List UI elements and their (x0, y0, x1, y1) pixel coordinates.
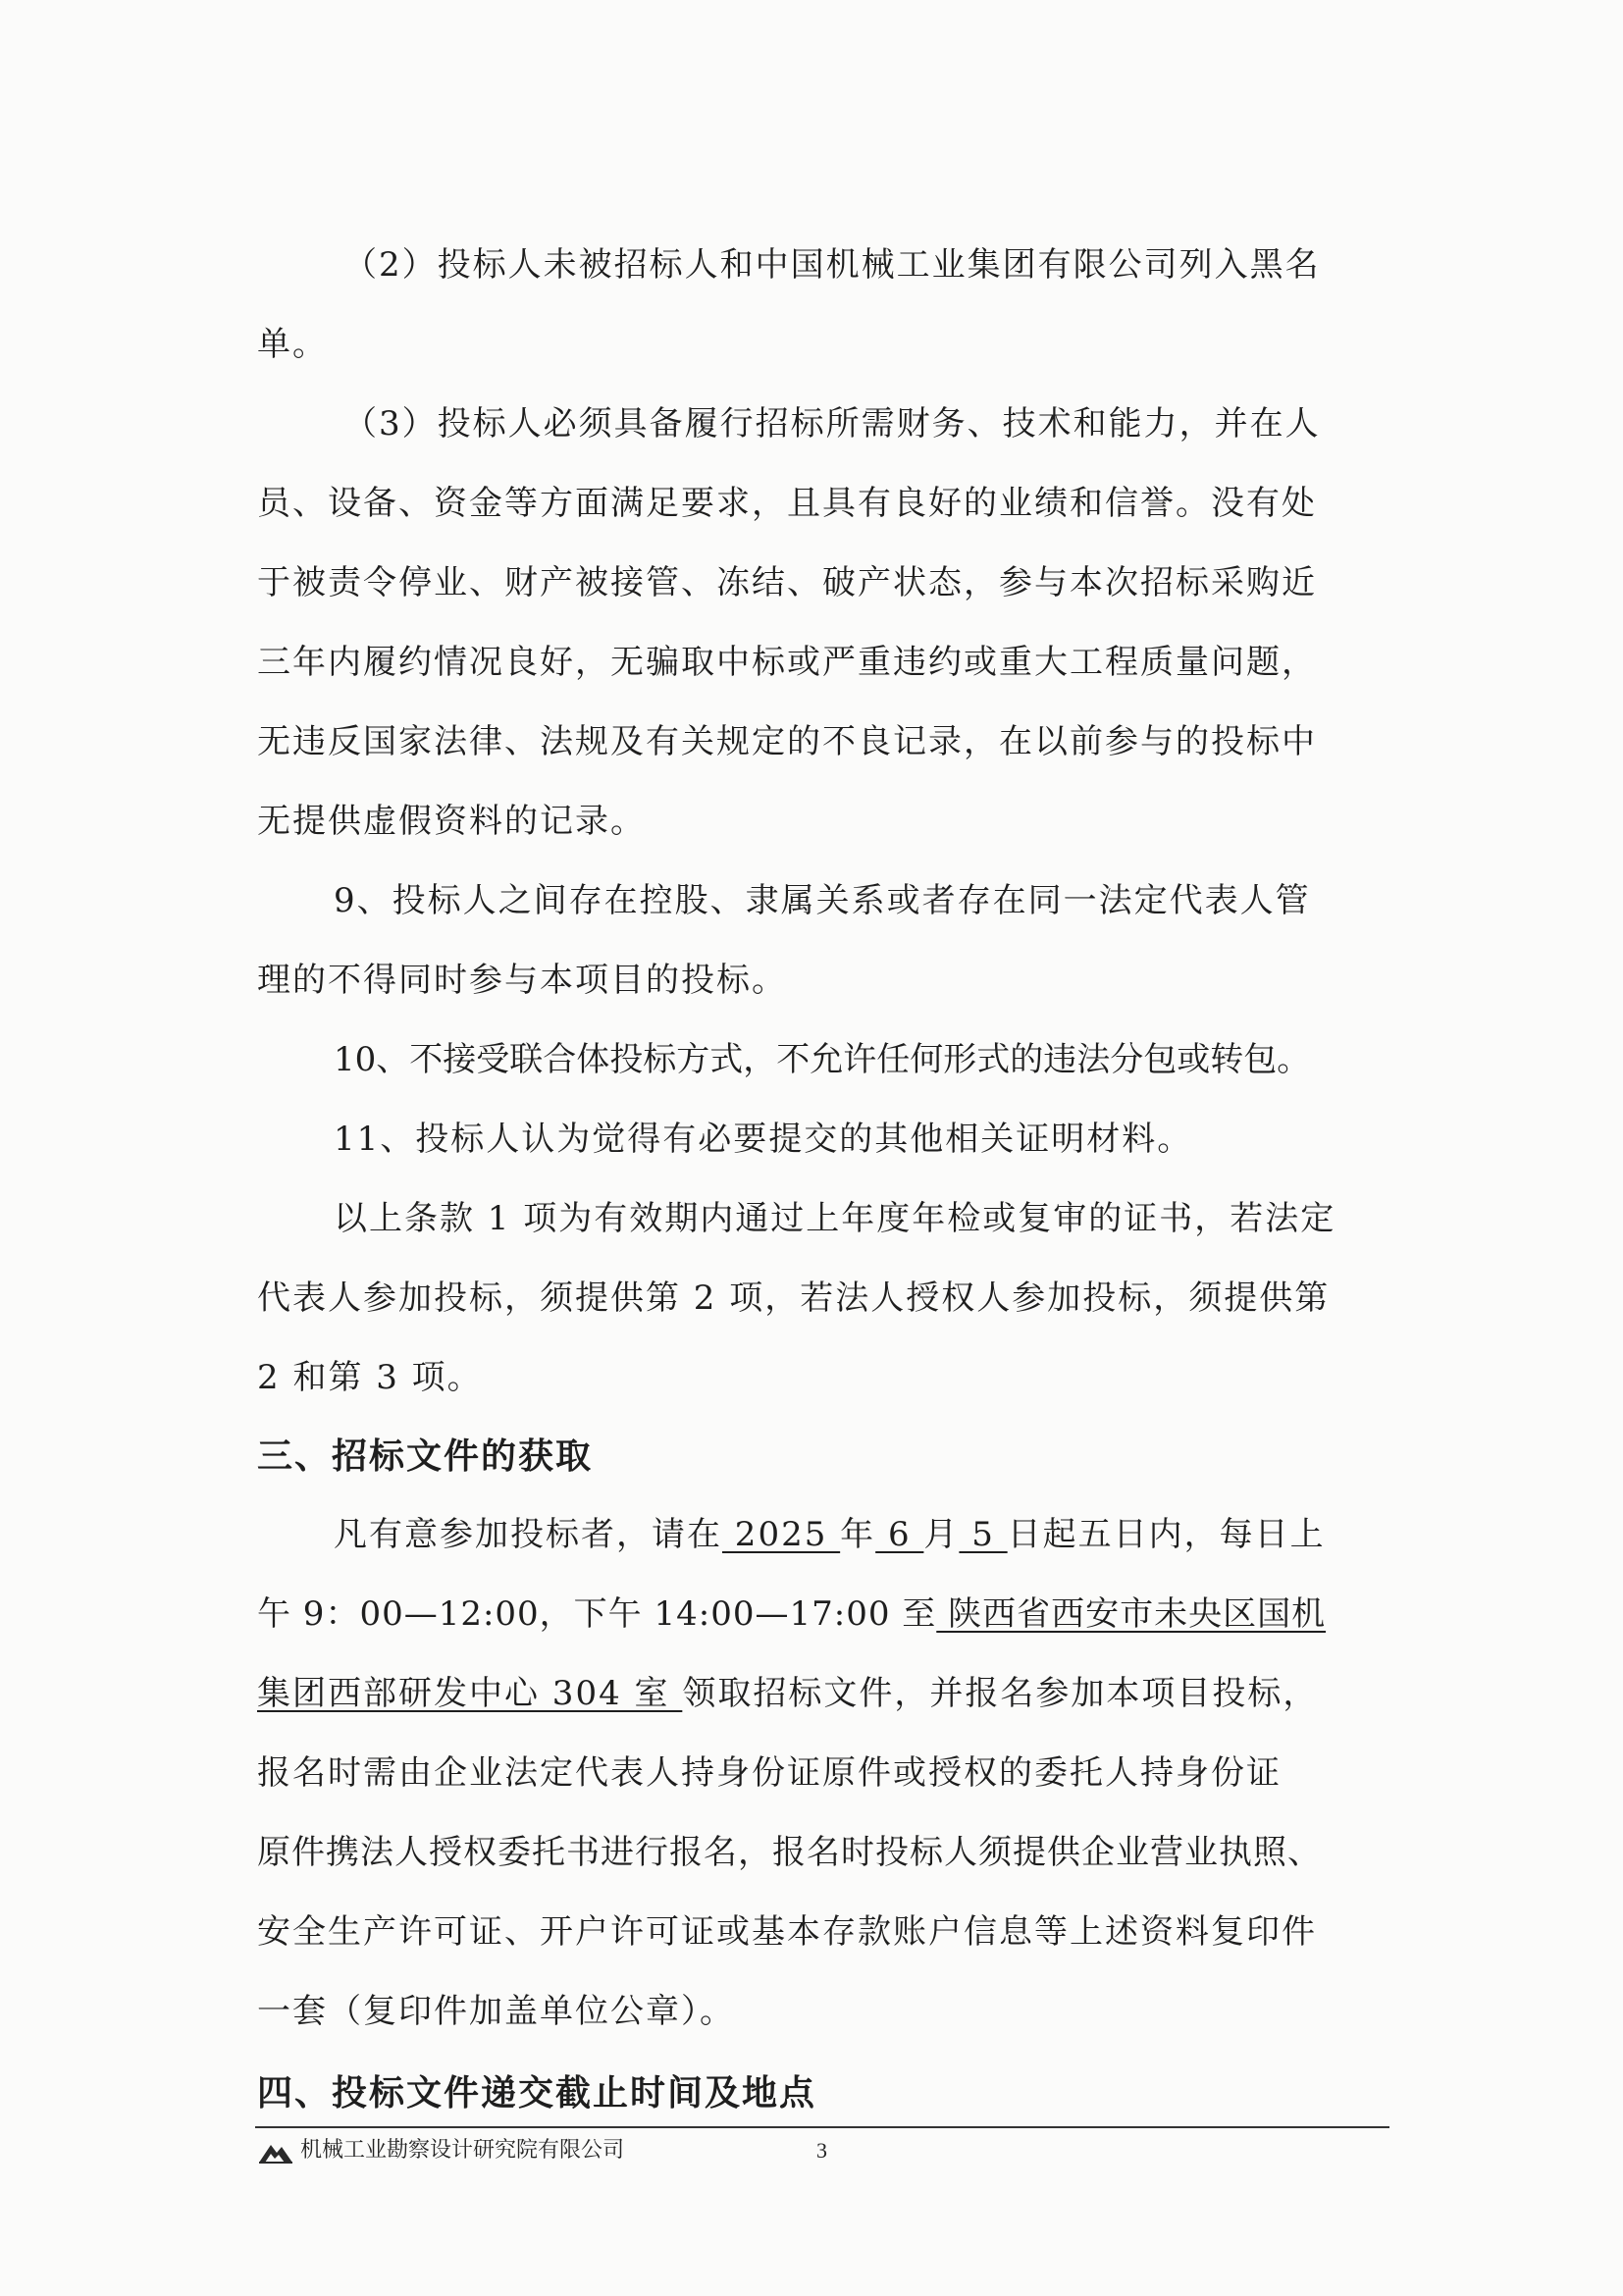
location-part-1: 陕西省西安市未央区国机 (936, 1594, 1327, 1634)
clause-3-line-5: 无违反国家法律、法规及有关规定的不良记录，在以前参与的投标中 (257, 722, 1317, 761)
page-number: 3 (816, 2138, 827, 2163)
date-day: 5 (959, 1515, 1008, 1554)
section-3-line-5: 原件携法人授权委托书进行报名，报名时投标人须提供企业营业执照、 (257, 1833, 1322, 1872)
item-9-line-2: 理的不得同时参与本项目的投标。 (257, 961, 787, 1000)
section-3-line-1 (334, 1515, 1326, 1554)
section-3-line-6: 安全生产许可证、开户许可证或基本存款账户信息等上述资料复印件 (257, 1912, 1317, 1952)
date-month: 6 (875, 1515, 924, 1554)
section-3-line-3 (257, 1674, 1318, 1713)
section-4-heading: 四、投标文件递交截止时间及地点 (257, 2072, 817, 2113)
item-11-line: 11、投标人认为觉得有必要提交的其他相关证明材料。 (334, 1120, 1193, 1159)
note-line-2: 代表人参加投标，须提供第 2 项，若法人授权人参加投标，须提供第 (257, 1278, 1331, 1318)
note-line-1: 以上条款 1 项为有效期内通过上年度年检或复审的证书，若法定 (334, 1199, 1336, 1238)
clause-3-line-4: 三年内履约情况良好，无骗取中标或严重违约或重大工程质量问题， (257, 643, 1317, 682)
section-3-intro-text: 凡有意参加投标者，请在 (334, 1515, 722, 1554)
year-unit: 年 (840, 1515, 876, 1554)
collect-documents-text: 领取招标文件，并报名参加本项目投标， (682, 1674, 1319, 1713)
company-logo-icon (257, 2139, 294, 2165)
clause-3-line-3: 于被责令停业、财产被接管、冻结、破产状态，参与本次招标采购近 (257, 563, 1317, 602)
clause-3-line-2: 员、设备、资金等方面满足要求，且具有良好的业绩和信誉。没有处 (257, 484, 1317, 523)
date-year: 2025 (722, 1515, 841, 1554)
clause-3-line-1: （3）投标人必须具备履行招标所需财务、技术和能力，并在人 (343, 404, 1321, 444)
note-line-3: 2 和第 3 项。 (257, 1358, 483, 1397)
section-3-daily-text: 日起五日内，每日上 (1007, 1515, 1326, 1554)
clause-2-line-1: （2）投标人未被招标人和中国机械工业集团有限公司列入黑名 (343, 245, 1321, 285)
clause-2-line-2: 单。 (257, 325, 328, 364)
item-9-line-1: 9、投标人之间存在控股、隶属关系或者存在同一法定代表人管 (334, 881, 1311, 920)
location-part-2: 集团西部研发中心 304 室 (257, 1674, 683, 1713)
office-hours-text: 午 9：00—12:00，下午 14:00—17:00 至 (257, 1594, 937, 1634)
footer-divider (255, 2126, 1389, 2128)
clause-3-line-6: 无提供虚假资料的记录。 (257, 802, 646, 841)
section-3-line-4: 报名时需由企业法定代表人持身份证原件或授权的委托人持身份证 (257, 1753, 1282, 1793)
section-3-line-2 (257, 1594, 1326, 1634)
item-10-line: 10、不接受联合体投标方式，不允许任何形式的违法分包或转包。 (334, 1040, 1311, 1079)
section-3-heading: 三、招标文件的获取 (257, 1435, 594, 1477)
section-3-line-7: 一套（复印件加盖单位公章）。 (257, 1992, 735, 2031)
footer-company-name: 机械工业勘察设计研究院有限公司 (300, 2138, 625, 2163)
month-unit: 月 (923, 1515, 960, 1554)
